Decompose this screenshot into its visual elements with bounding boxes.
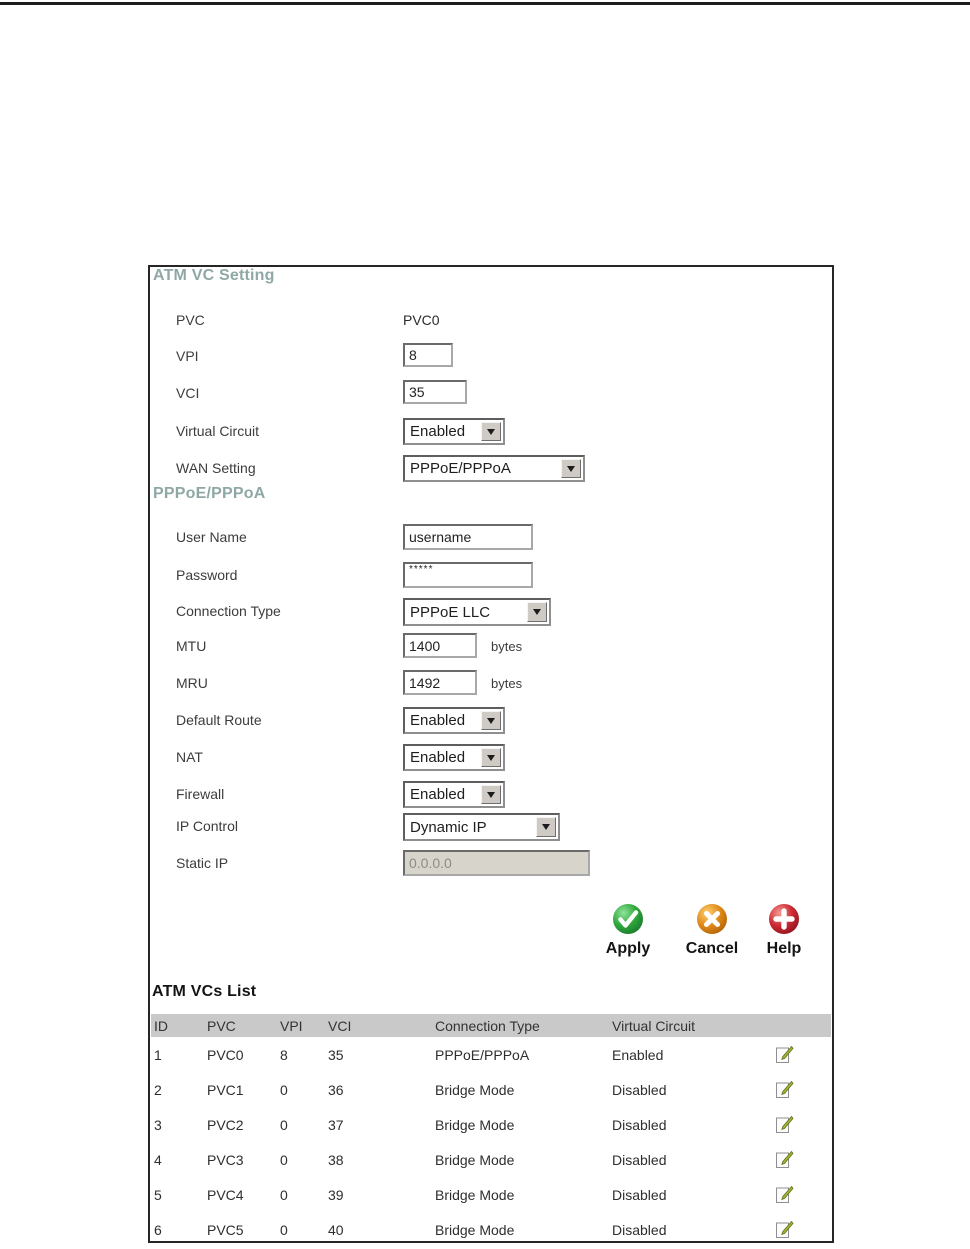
cancel-x-icon [696,903,728,935]
password-input[interactable] [403,562,533,588]
chevron-down-icon [481,785,501,804]
ip-control-label: IP Control [176,818,238,834]
cell-virtual-circuit: Disabled [612,1221,667,1238]
help-button[interactable] [752,903,816,958]
help-plus-icon [768,903,800,935]
help-label: Help [766,940,802,957]
edit-icon [775,1150,794,1170]
cell-vci: 37 [328,1116,344,1133]
cell-vci: 35 [328,1046,344,1063]
nat-row [150,744,832,774]
section-title-atm-vc-setting: ATM VC Setting [153,267,275,284]
cell-pvc: PVC3 [207,1151,244,1168]
static-ip-row [150,850,832,880]
cell-vpi: 0 [280,1081,288,1098]
table-row [151,1212,831,1243]
col-virtual-circuit: Virtual Circuit [612,1017,695,1034]
cell-virtual-circuit: Disabled [612,1116,667,1133]
col-vpi: VPI [280,1017,303,1034]
mtu-row [150,633,832,663]
mtu-input[interactable] [403,633,477,658]
default-route-label: Default Route [176,712,262,728]
ip-control-selected-value: Dynamic IP [410,818,487,836]
cell-vpi: 0 [280,1116,288,1133]
chevron-down-icon [481,748,501,767]
connection-type-select[interactable] [403,598,551,626]
virtual-circuit-label: Virtual Circuit [176,423,259,439]
pvc-row [150,312,832,342]
cell-vci: 39 [328,1186,344,1203]
vci-row [150,380,832,410]
edit-button[interactable] [775,1080,794,1100]
table-row [151,1177,831,1212]
wan-setting-row [150,455,832,485]
user-name-label: User Name [176,529,247,545]
wan-setting-select[interactable] [403,455,585,482]
mtu-label: MTU [176,638,207,654]
col-vci: VCI [328,1017,352,1034]
cancel-label: Cancel [685,940,739,957]
cancel-button[interactable] [678,903,746,958]
firewall-selected-value: Enabled [410,786,466,803]
pvc-value: PVC0 [403,312,440,328]
nat-selected-value: Enabled [410,749,466,766]
edit-button[interactable] [775,1115,794,1135]
wan-setting-selected-value: PPPoE/PPPoA [410,460,511,477]
firewall-label: Firewall [176,786,225,802]
mru-row [150,670,832,700]
virtual-circuit-select[interactable] [403,418,505,445]
col-connection-type: Connection Type [435,1017,540,1034]
table-row [151,1072,831,1107]
col-id: ID [154,1017,168,1034]
virtual-circuit-row [150,418,832,448]
cell-connection-type: Bridge Mode [435,1151,515,1168]
cell-vpi: 8 [280,1046,288,1063]
settings-panel [148,265,834,1243]
apply-check-icon [612,903,644,935]
user-name-row [150,524,832,554]
table-row [151,1037,831,1072]
firewall-select[interactable] [403,781,505,808]
cell-connection-type: Bridge Mode [435,1116,515,1133]
mtu-unit: bytes [491,639,523,654]
chevron-down-icon [527,602,547,622]
password-row [150,562,832,592]
table-row [151,1142,831,1177]
default-route-selected-value: Enabled [410,712,466,729]
vci-input[interactable] [403,380,467,404]
vpi-row [150,343,832,373]
wan-setting-label: WAN Setting [176,460,256,476]
apply-label: Apply [605,940,651,957]
static-ip-input [403,850,590,876]
edit-icon [775,1045,794,1065]
vci-label: VCI [176,385,200,401]
vpi-input[interactable] [403,343,453,367]
cell-id: 6 [154,1221,162,1238]
edit-icon [775,1185,794,1205]
cell-vci: 40 [328,1221,344,1238]
cell-virtual-circuit: Disabled [612,1151,667,1168]
password-label: Password [176,567,238,583]
cell-vpi: 0 [280,1186,288,1203]
nat-label: NAT [176,749,203,765]
section-title-pppoe: PPPoE/PPPoA [153,485,266,502]
cell-id: 2 [154,1081,162,1098]
cell-virtual-circuit: Disabled [612,1081,667,1098]
connection-type-label: Connection Type [176,603,281,619]
connection-type-row [150,598,832,628]
firewall-row [150,781,832,811]
chevron-down-icon [481,422,501,441]
table-header [151,1014,831,1037]
mru-input[interactable] [403,670,477,695]
chevron-down-icon [481,711,501,730]
cell-vpi: 0 [280,1221,288,1238]
edit-icon [775,1080,794,1100]
nat-select[interactable] [403,744,505,771]
list-title: ATM VCs List [152,983,257,1000]
static-ip-label: Static IP [176,855,229,871]
cell-pvc: PVC5 [207,1221,244,1238]
cell-id: 1 [154,1046,162,1063]
cell-id: 4 [154,1151,162,1168]
connection-type-selected-value: PPPoE LLC [410,603,491,621]
apply-button[interactable] [594,903,662,958]
cell-id: 5 [154,1186,162,1203]
edit-icon [775,1115,794,1135]
cell-vpi: 0 [280,1151,288,1168]
edit-button[interactable] [775,1045,794,1065]
vcs-table [151,1014,831,1243]
edit-button[interactable] [775,1150,794,1170]
cell-id: 3 [154,1116,162,1133]
cell-connection-type: Bridge Mode [435,1221,515,1238]
chevron-down-icon [536,817,556,837]
cell-connection-type: Bridge Mode [435,1186,515,1203]
pvc-label: PVC [176,312,205,328]
cell-vci: 38 [328,1151,344,1168]
default-route-select[interactable] [403,707,505,734]
cell-vci: 36 [328,1081,344,1098]
cell-connection-type: Bridge Mode [435,1081,515,1098]
cell-connection-type: PPPoE/PPPoA [435,1046,530,1063]
mru-label: MRU [176,675,208,691]
vpi-label: VPI [176,348,199,364]
cell-virtual-circuit: Enabled [612,1046,664,1063]
ip-control-select[interactable] [403,813,560,841]
default-route-row [150,707,832,737]
edit-button[interactable] [775,1220,794,1240]
virtual-circuit-selected-value: Enabled [410,423,466,440]
col-pvc: PVC [207,1017,236,1034]
cell-pvc: PVC1 [207,1081,244,1098]
edit-icon [775,1220,794,1240]
username-input[interactable] [403,524,533,550]
cell-virtual-circuit: Disabled [612,1186,667,1203]
chevron-down-icon [561,459,581,478]
cell-pvc: PVC0 [207,1046,244,1063]
edit-button[interactable] [775,1185,794,1205]
cell-pvc: PVC2 [207,1116,244,1133]
cell-pvc: PVC4 [207,1186,244,1203]
mru-unit: bytes [491,676,523,691]
ip-control-row [150,813,832,843]
table-row [151,1107,831,1142]
page-top-divider [0,2,970,5]
